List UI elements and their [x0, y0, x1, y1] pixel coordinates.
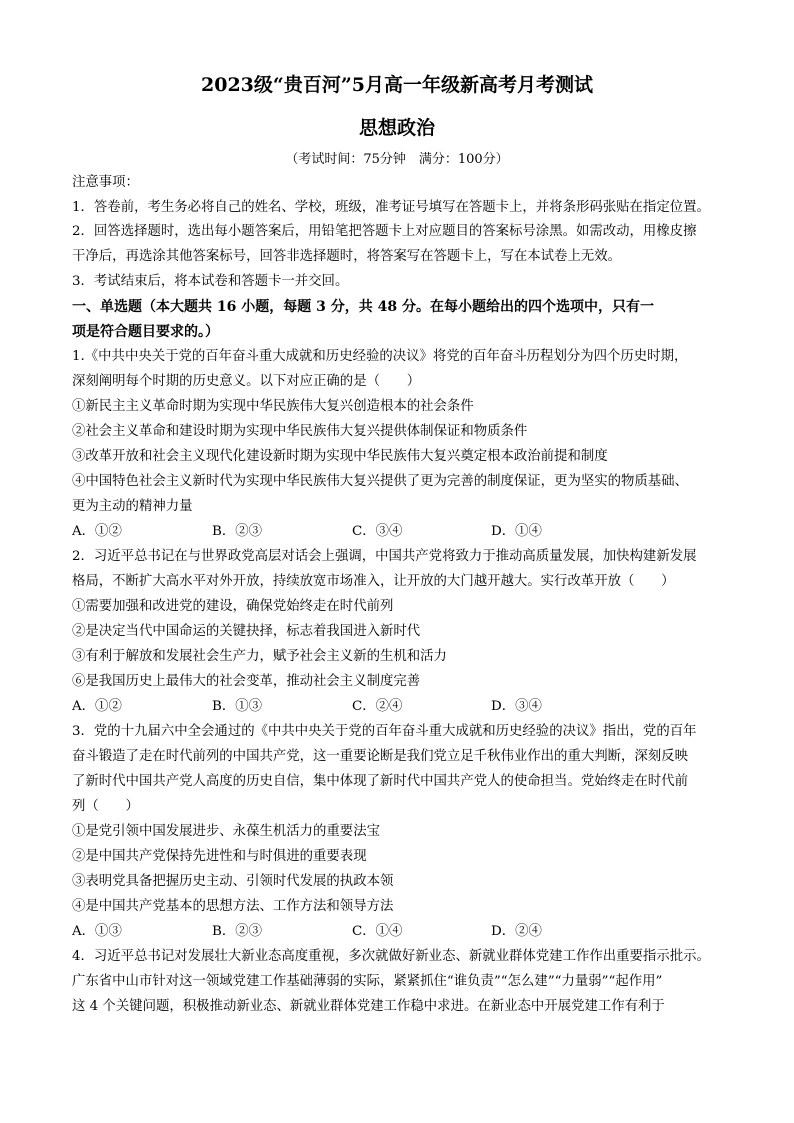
q1-stem-line-1: 1.《中共中央关于党的百年奋斗重大成就和历史经验的决议》将党的百年奋斗历程划分为四个历史时期，: [72, 349, 688, 364]
q2-statement-3: ③有利于解放和发展社会生产力，赋予社会主义新的生机和活力: [72, 649, 447, 664]
q1-option-b: B．②③: [212, 524, 263, 539]
q3-statement-4: ④是中国共产党基本的思想方法、工作方法和领导方法: [72, 899, 394, 914]
q3-stem-line-3: 了新时代中国共产党人高度的历史自信，集中体现了新时代中国共产党人的使命担当。党始终走在时代前: [72, 774, 688, 789]
q3-option-b: B．②③: [212, 924, 263, 939]
q1-stem-line-2: 深刻阐明每个时期的历史意义。以下对应正确的是（ ）: [72, 374, 421, 389]
note-3: 3．考试结束后，将本试卷和答题卡一并交回。: [72, 274, 349, 289]
q1-statement-2: ②社会主义革命和建设时期为实现中华民族伟大复兴提供体制保证和物质条件: [72, 424, 528, 439]
q1-statement-4-line-1: ④中国特色社会主义新时代为实现中华民族伟大复兴提供了更为完善的制度保证，更为坚实的物质基础、: [72, 474, 688, 489]
exam-title: 2023级“贵百河”5月高一年级新高考月考测试: [201, 74, 593, 96]
note-1: 1．答卷前，考生务必将自己的姓名、学校，班级，准考证号填写在答题卡上，并将条形码张贴在指定位置。: [72, 200, 710, 215]
q2-stem-line-2: 格局，不断扩大高水平对外开放，持续放宽市场准入，让开放的大门越开越大。实行改革开放（ ）: [72, 574, 675, 589]
q1-statement-1: ①新民主主义革命时期为实现中华民族伟大复兴创造根本的社会条件: [72, 399, 474, 414]
q2-statement-1: ①需要加强和改进党的建设，确保党始终走在时代前列: [72, 599, 394, 614]
q3-option-d: D．②④: [491, 924, 542, 939]
q4-stem-line-2: 广东省中山市针对这一领域党建工作基础薄弱的实际，紧紧抓住“谁负责”“怎么建”“力量弱”“起作用”: [72, 974, 663, 989]
exam-info: （考试时间：75分钟 满分：100分）: [285, 152, 509, 167]
q1-option-d: D．①④: [491, 524, 542, 539]
q2-option-b: B．①③: [212, 699, 263, 714]
q3-option-a: A．①③: [72, 924, 122, 939]
q2-option-c: C．②④: [352, 699, 403, 714]
q4-stem-line-3: 这 4 个关键问题，积极推动新业态、新就业群体党建工作稳中求进。在新业态中开展党建工作有利于: [72, 999, 665, 1014]
q3-stem-line-1: 3．党的十九届六中全会通过的《中共中央关于党的百年奋斗重大成就和历史经验的决议》指出，党的百年: [72, 724, 697, 739]
q1-option-c: C．③④: [352, 524, 403, 539]
subject-title: 思想政治: [358, 117, 435, 139]
q4-stem-line-1: 4．习近平总书记对发展壮大新业态高度重视，多次就做好新业态、新就业群体党建工作作出重要指示批示。: [72, 949, 710, 964]
q2-option-d: D．③④: [491, 699, 542, 714]
q1-statement-4-line-2: 更为主动的精神力量: [72, 499, 193, 514]
q1-option-a: A．①②: [72, 524, 122, 539]
q2-stem-line-1: 2．习近平总书记在与世界政党高层对话会上强调，中国共产党将致力于推动高质量发展，加快构建新发展: [72, 549, 697, 564]
q3-option-c: C．①④: [352, 924, 403, 939]
section-heading-line-1: 一、单选题（本大题共 16 小题，每题 3 分，共 48 分。在每小题给出的四个选项中，只有一: [72, 299, 654, 315]
q3-stem-line-4: 列（ ）: [72, 799, 139, 814]
section-heading-line-2: 项是符合题目要求的。）: [72, 324, 219, 340]
note-2-line-1: 2．回答选择题时，选出每小题答案后，用铅笔把答题卡上对应题目的答案标号涂黑。如需改动，用橡皮擦: [72, 224, 697, 239]
notes-heading: 注意事项：: [72, 175, 139, 190]
note-2-line-2: 干净后，再选涂其他答案标号，回答非选择题时，将答案写在答题卡上，写在本试卷上无效。: [72, 249, 622, 264]
q2-statement-2: ②是决定当代中国命运的关键抉择，标志着我国进入新时代: [72, 624, 421, 639]
q2-statement-4: ⑥是我国历史上最伟大的社会变革，推动社会主义制度完善: [72, 674, 421, 689]
q3-statement-1: ①是党引领中国发展进步、永葆生机活力的重要法宝: [72, 824, 380, 839]
q3-statement-3: ③表明党具备把握历史主动、引领时代发展的执政本领: [72, 874, 394, 889]
q3-statement-2: ②是中国共产党保持先进性和与时俱进的重要表现: [72, 849, 367, 864]
q1-statement-3: ③改革开放和社会主义现代化建设新时期为实现中华民族伟大复兴奠定根本政治前提和制度: [72, 449, 608, 464]
q3-stem-line-2: 奋斗锻造了走在时代前列的中国共产党，这一重要论断是我们党立足千秋伟业作出的重大判断，深刻反映: [72, 749, 688, 764]
q2-option-a: A．①②: [72, 699, 122, 714]
